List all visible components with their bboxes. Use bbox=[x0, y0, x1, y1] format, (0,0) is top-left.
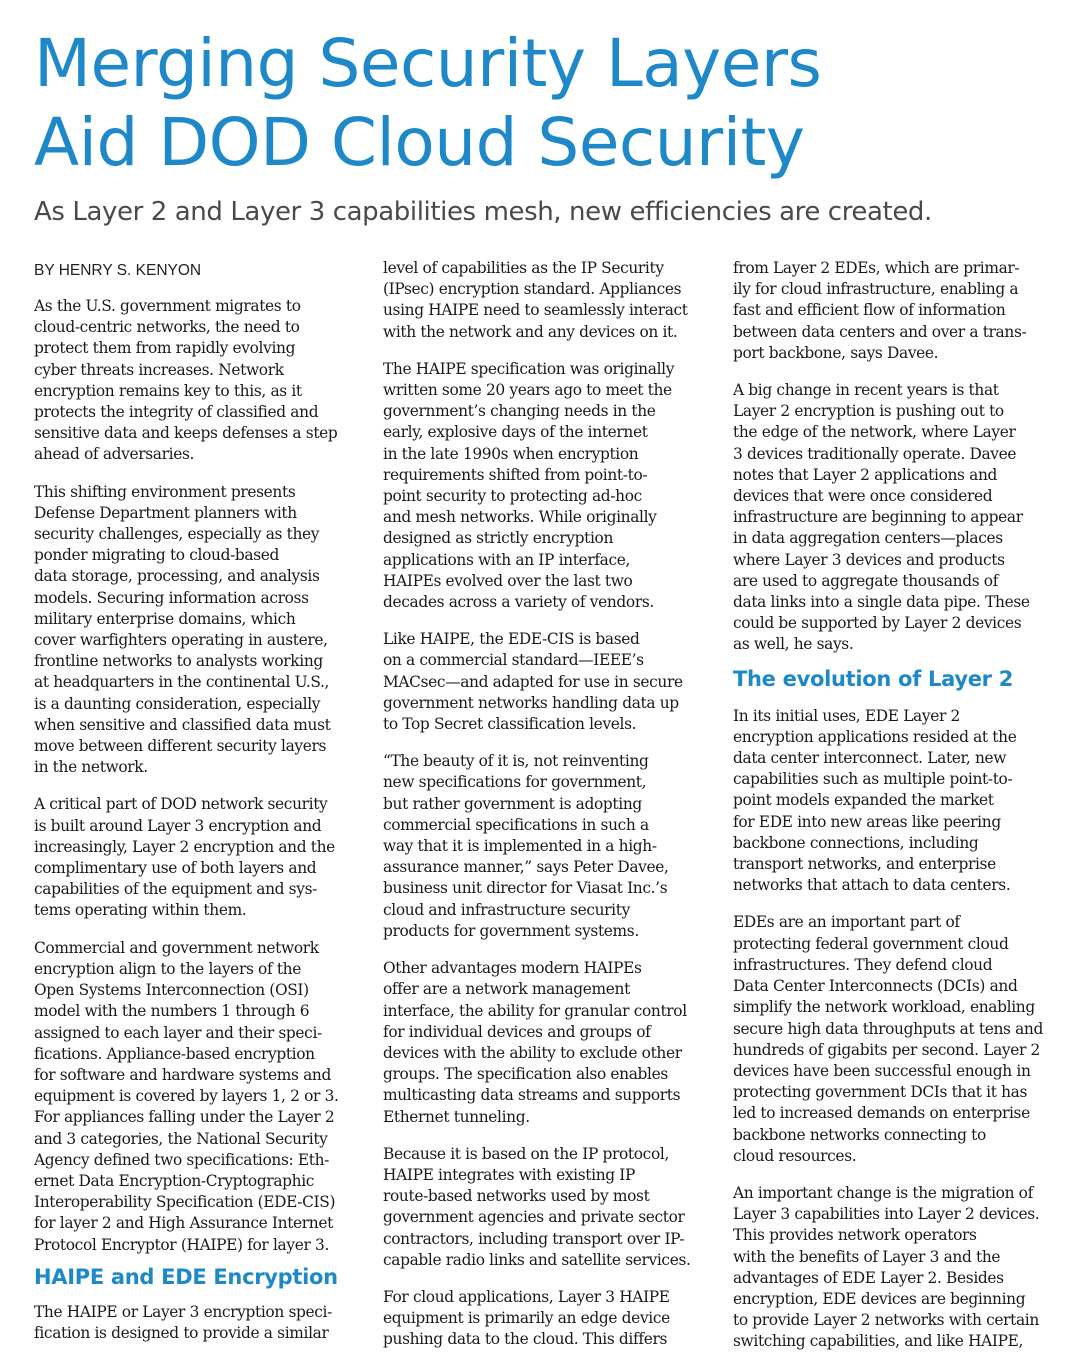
text-line: but rather government is adopting bbox=[383, 794, 642, 813]
text-line: at headquarters in the continental U.S., bbox=[34, 673, 330, 692]
text-line: ily for cloud infrastructure, enabling a bbox=[733, 280, 1019, 299]
text-line: devices have been successful enough in bbox=[733, 1061, 1031, 1080]
text-line: way that it is implemented in a high- bbox=[383, 837, 657, 856]
text-line: networks that attach to data centers. bbox=[733, 876, 1011, 895]
text-line: cyber threats increases. Network bbox=[34, 360, 284, 379]
text-line: for individual devices and groups of bbox=[383, 1022, 651, 1041]
text-line: assigned to each layer and their speci- bbox=[34, 1023, 322, 1042]
text-line: point models expanded the market bbox=[733, 791, 994, 810]
text-line: with the network and any devices on it. bbox=[383, 322, 678, 341]
text-line: Because it is based on the IP protocol, bbox=[383, 1144, 669, 1163]
text-line: encryption, EDE devices are beginning bbox=[733, 1289, 1026, 1308]
text-line: and mesh networks. While originally bbox=[383, 508, 657, 527]
column-1 bbox=[34, 258, 346, 1360]
text-line: port backbone, says Davee. bbox=[733, 343, 939, 362]
text-line: (IPsec) encryption standard. Appliances bbox=[383, 280, 682, 299]
text-line: An important change is the migration of bbox=[733, 1183, 1033, 1202]
text-line: in the network. bbox=[34, 758, 148, 777]
paragraph bbox=[733, 258, 1051, 364]
text-line: cloud-centric networks, the need to bbox=[34, 318, 300, 337]
paragraph bbox=[383, 629, 701, 735]
text-line: equipment is primarily an edge device bbox=[383, 1309, 670, 1328]
text-line: on a commercial standard—IEEE’s bbox=[383, 651, 644, 670]
text-line: ernet Data Encryption-Cryptographic bbox=[34, 1171, 315, 1190]
paragraph bbox=[383, 258, 701, 343]
text-line: tems operating within them. bbox=[34, 901, 247, 920]
text-line: fication is designed to provide a similar bbox=[34, 1323, 329, 1342]
text-line: notes that Layer 2 applications and bbox=[733, 465, 998, 484]
text-line: encryption remains key to this, as it bbox=[34, 381, 302, 400]
text-line: are used to aggregate thousands of bbox=[733, 571, 999, 590]
text-line: Other advantages modern HAIPEs bbox=[383, 959, 642, 978]
text-line: infrastructure are beginning to appear bbox=[733, 508, 1023, 527]
text-line: to provide Layer 2 networks with certain bbox=[733, 1311, 1039, 1330]
paragraph bbox=[34, 938, 346, 1256]
text-line: products for government systems. bbox=[383, 921, 639, 940]
text-line: data storage, processing, and analysis bbox=[34, 567, 320, 586]
text-line: for EDE into new areas like peering bbox=[733, 812, 1001, 831]
text-line: government agencies and private sector bbox=[383, 1208, 685, 1227]
text-line: applications with an IP interface, bbox=[383, 550, 631, 569]
text-line: Agency defined two specifications: Eth- bbox=[34, 1150, 330, 1169]
article-subtitle: As Layer 2 and Layer 3 capabilities mesh, new efficiencies are created. bbox=[34, 197, 932, 227]
text-line: is built around Layer 3 encryption and bbox=[34, 816, 322, 835]
text-line: model with the numbers 1 through 6 bbox=[34, 1002, 310, 1021]
text-line: and 3 categories, the National Security bbox=[34, 1129, 328, 1148]
text-line: encryption applications resided at the bbox=[733, 727, 1017, 746]
text-line: EDEs are an important part of bbox=[733, 913, 960, 932]
text-line: multicasting data streams and supports bbox=[383, 1086, 681, 1105]
paragraph bbox=[34, 482, 346, 779]
paragraph bbox=[733, 1183, 1051, 1353]
text-line: route-based networks used by most bbox=[383, 1187, 650, 1206]
text-line: fast and efficient flow of information bbox=[733, 301, 1006, 320]
text-line: MACsec—and adapted for use in secure bbox=[383, 672, 683, 691]
text-line: As the U.S. government migrates to bbox=[34, 297, 301, 315]
text-line: could be supported by Layer 2 devices bbox=[733, 614, 1022, 633]
text-line: transport networks, and enterprise bbox=[733, 855, 996, 874]
text-line: frontline networks to analysts working bbox=[34, 652, 323, 671]
title-line: Merging Security Layers bbox=[34, 25, 822, 102]
text-line: models. Securing information across bbox=[34, 588, 309, 607]
text-line: encryption align to the layers of the bbox=[34, 959, 301, 978]
text-line: from Layer 2 EDEs, which are primar- bbox=[733, 259, 1020, 277]
text-line: fications. Appliance-based encryption bbox=[34, 1044, 315, 1063]
text-line: sensitive data and keeps defenses a step bbox=[34, 424, 338, 443]
text-line: This provides network operators bbox=[733, 1226, 977, 1245]
text-line: designed as strictly encryption bbox=[383, 529, 614, 548]
byline: BY HENRY S. KENYON bbox=[34, 262, 202, 279]
paragraph bbox=[383, 1144, 701, 1271]
text-line: cloud and infrastructure security bbox=[383, 900, 630, 919]
paragraph bbox=[34, 1302, 346, 1344]
text-line: “The beauty of it is, not reinventing bbox=[383, 752, 649, 771]
section-heading: HAIPE and EDE Encryption bbox=[34, 1264, 338, 1289]
text-line: protecting federal government cloud bbox=[733, 934, 1009, 953]
text-line: A critical part of DOD network security bbox=[34, 795, 328, 814]
text-line: secure high data throughputs at tens and bbox=[733, 1019, 1043, 1038]
text-line: devices that were once considered bbox=[733, 487, 993, 506]
text-line: ponder migrating to cloud-based bbox=[34, 546, 280, 565]
text-line: devices with the ability to exclude other bbox=[383, 1043, 682, 1062]
text-line: advantages of EDE Layer 2. Besides bbox=[733, 1268, 1004, 1287]
text-line: capable radio links and satellite services. bbox=[383, 1250, 691, 1269]
paragraph bbox=[733, 380, 1051, 656]
text-line: capabilities of the equipment and sys- bbox=[34, 880, 317, 899]
text-line: The HAIPE specification was originally bbox=[383, 359, 675, 378]
text-line: cover warfighters operating in austere, bbox=[34, 631, 328, 650]
text-line: backbone connections, including bbox=[733, 833, 979, 852]
text-line: point security to protecting ad-hoc bbox=[383, 487, 642, 506]
text-line: for layer 2 and High Assurance Internet bbox=[34, 1214, 333, 1233]
paragraph bbox=[383, 359, 701, 613]
text-line: equipment is covered by layers 1, 2 or 3. bbox=[34, 1087, 339, 1106]
text-line: requirements shifted from point-to- bbox=[383, 465, 648, 484]
text-line: groups. The specification also enables bbox=[383, 1065, 668, 1084]
text-line: ahead of adversaries. bbox=[34, 445, 195, 464]
text-line: protects the integrity of classified and bbox=[34, 403, 319, 422]
text-line: data center interconnect. Later, new bbox=[733, 749, 1007, 768]
paragraph bbox=[34, 296, 346, 466]
text-line: security challenges, especially as they bbox=[34, 525, 320, 544]
text-line: in the late 1990s when encryption bbox=[383, 444, 639, 463]
paragraph bbox=[383, 1287, 701, 1351]
text-line: For cloud applications, Layer 3 HAIPE bbox=[383, 1287, 670, 1306]
text-line: in data aggregation centers—places bbox=[733, 529, 1003, 548]
text-line: cloud resources. bbox=[733, 1146, 857, 1165]
text-line: as well, he says. bbox=[733, 635, 854, 654]
text-line: Interoperability Specification (EDE-CIS) bbox=[34, 1193, 336, 1212]
text-line: for software and hardware systems and bbox=[34, 1065, 331, 1084]
text-line: to Top Secret classification levels. bbox=[383, 715, 637, 734]
text-line: A big change in recent years is that bbox=[733, 381, 999, 400]
text-line: with the benefits of Layer 3 and the bbox=[733, 1247, 1001, 1266]
paragraph bbox=[383, 958, 701, 1128]
text-line: new specifications for government, bbox=[383, 773, 647, 792]
article-title bbox=[34, 24, 1074, 182]
text-line: move between different security layers bbox=[34, 737, 327, 756]
text-line: early, explosive days of the internet bbox=[383, 423, 648, 442]
text-line: written some 20 years ago to meet the bbox=[383, 381, 672, 400]
text-line: led to increased demands on enterprise bbox=[733, 1104, 1030, 1123]
text-line: protect them from rapidly evolving bbox=[34, 339, 296, 358]
text-line: hundreds of gigabits per second. Layer 2 bbox=[733, 1040, 1040, 1059]
text-line: pushing data to the cloud. This differs bbox=[383, 1330, 668, 1349]
text-line: Commercial and government network bbox=[34, 938, 319, 957]
text-line: complimentary use of both layers and bbox=[34, 859, 317, 878]
text-line: 3 devices traditionally operate. Davee bbox=[733, 444, 1017, 463]
column-3 bbox=[733, 258, 1051, 1369]
text-line: Layer 2 encryption is pushing out to bbox=[733, 402, 1004, 421]
text-line: In its initial uses, EDE Layer 2 bbox=[733, 706, 960, 725]
text-line: using HAIPE need to seamlessly interact bbox=[383, 301, 688, 320]
text-line: This shifting environment presents bbox=[34, 482, 296, 501]
text-line: is a daunting consideration, especially bbox=[34, 694, 321, 713]
paragraph bbox=[383, 751, 701, 942]
text-line: where Layer 3 devices and products bbox=[733, 550, 1005, 569]
text-line: commercial specifications in such a bbox=[383, 815, 649, 834]
text-line: Open Systems Interconnection (OSI) bbox=[34, 981, 309, 1000]
text-line: decades across a variety of vendors. bbox=[383, 593, 654, 612]
text-line: the edge of the network, where Layer bbox=[733, 423, 1016, 442]
paragraph bbox=[733, 912, 1051, 1166]
text-line: offer are a network management bbox=[383, 980, 630, 999]
text-line: HAIPE integrates with existing IP bbox=[383, 1165, 636, 1184]
text-line: increasingly, Layer 2 encryption and the bbox=[34, 837, 335, 856]
text-line: Layer 3 capabilities into Layer 2 devices. bbox=[733, 1205, 1040, 1224]
text-line: HAIPEs evolved over the last two bbox=[383, 571, 633, 590]
text-line: backbone networks connecting to bbox=[733, 1125, 986, 1144]
text-line: simplify the network workload, enabling bbox=[733, 998, 1035, 1017]
text-line: government’s changing needs in the bbox=[383, 402, 656, 421]
text-line: data links into a single data pipe. These bbox=[733, 593, 1030, 612]
title-line: Aid DOD Cloud Security bbox=[34, 104, 805, 181]
text-line: contractors, including transport over IP- bbox=[383, 1229, 685, 1248]
text-line: when sensitive and classified data must bbox=[34, 715, 331, 734]
text-line: protecting government DCIs that it has bbox=[733, 1083, 1028, 1102]
text-line: assurance manner,” says Peter Davee, bbox=[383, 858, 669, 877]
text-line: Protocol Encryptor (HAIPE) for layer 3. bbox=[34, 1235, 330, 1254]
text-line: Like HAIPE, the EDE-CIS is based bbox=[383, 630, 640, 649]
text-line: military enterprise domains, which bbox=[34, 609, 296, 628]
text-line: government networks handling data up bbox=[383, 693, 679, 712]
text-line: business unit director for Viasat Inc.’s bbox=[383, 879, 668, 898]
paragraph bbox=[733, 706, 1051, 897]
text-line: interface, the ability for granular control bbox=[383, 1001, 687, 1020]
text-line: Defense Department planners with bbox=[34, 503, 297, 522]
text-line: For appliances falling under the Layer 2 bbox=[34, 1108, 335, 1127]
paragraph bbox=[34, 794, 346, 921]
text-line: between data centers and over a trans- bbox=[733, 322, 1027, 341]
text-line: infrastructures. They defend cloud bbox=[733, 955, 993, 974]
text-line: Data Center Interconnects (DCIs) and bbox=[733, 977, 1018, 996]
column-2 bbox=[383, 258, 701, 1367]
text-line: The HAIPE or Layer 3 encryption speci- bbox=[34, 1302, 332, 1321]
text-line: level of capabilities as the IP Security bbox=[383, 259, 664, 277]
section-heading: The evolution of Layer 2 bbox=[733, 666, 1014, 691]
text-line: switching capabilities, and like HAIPE, bbox=[733, 1332, 1024, 1351]
text-line: capabilities such as multiple point-to- bbox=[733, 770, 1013, 789]
text-line: Ethernet tunneling. bbox=[383, 1107, 530, 1126]
